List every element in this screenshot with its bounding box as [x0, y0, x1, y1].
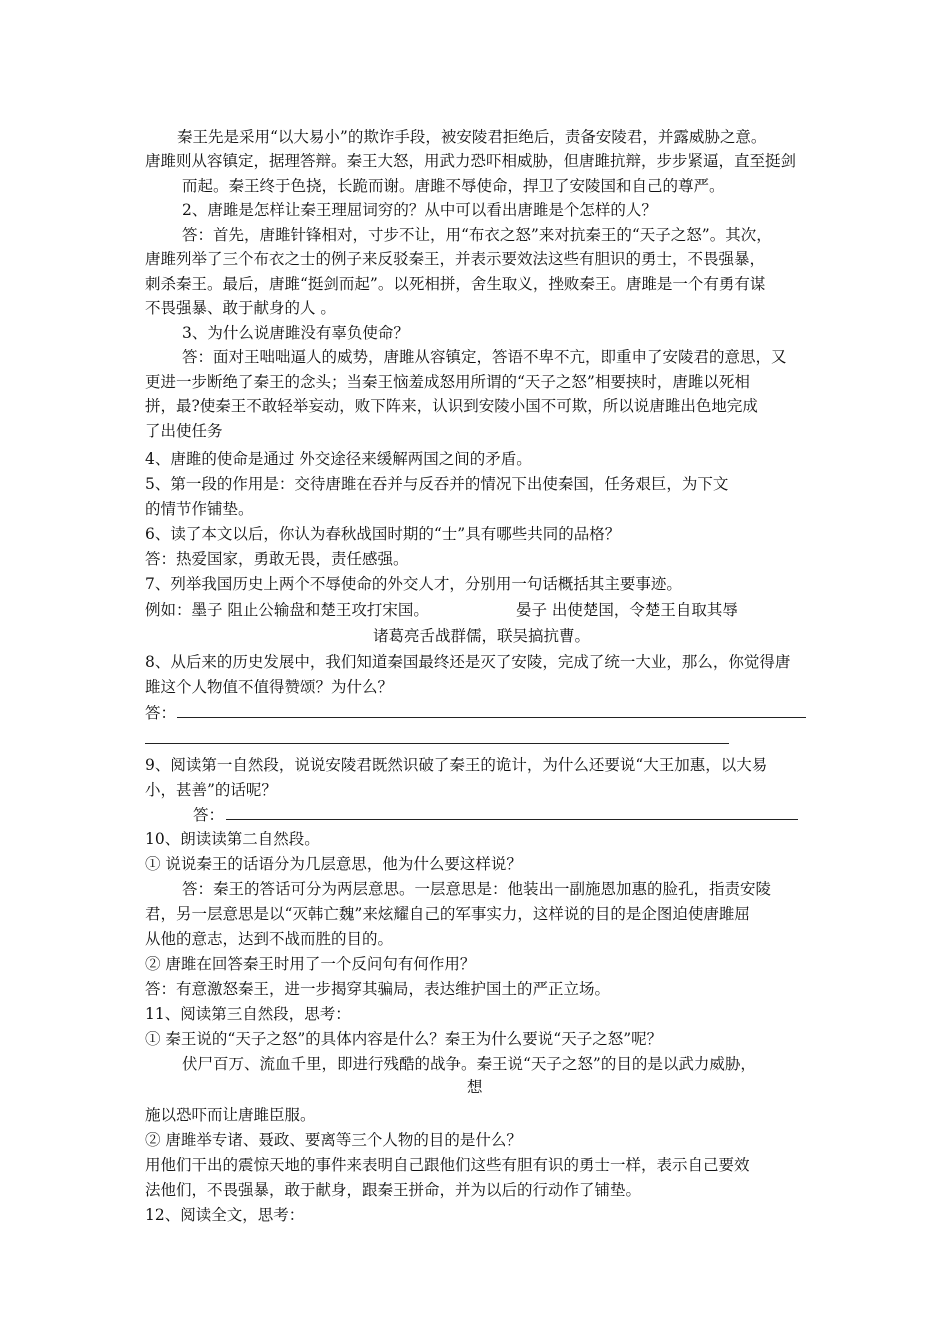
- answer-blank-line[interactable]: [226, 819, 798, 820]
- question-11: 11、阅读第三自然段，思考：: [145, 1005, 351, 1023]
- question-12: 12、阅读全文，思考：: [145, 1206, 305, 1224]
- sub-question: ② 唐雎在回答秦王时用了一个反问句有何作用？: [145, 955, 476, 973]
- question-9: 9、阅读第一自然段，说说安陵君既然识破了秦王的诡计，为什么还要说“大王加惠，以大易: [145, 756, 768, 774]
- sub-question: ② 唐雎举专诸、聂政、要离等三个人物的目的是什么？: [145, 1131, 522, 1149]
- answer-line: 答：面对王咄咄逼人的威势，唐雎从容镇定，答语不卑不亢，即重申了安陵君的意思，又: [182, 348, 787, 366]
- question-6: 6、读了本文以后，你认为春秋战国时期的“士”具有哪些共同的品格？: [145, 525, 621, 543]
- question-3: 3、为什么说唐雎没有辜负使命？: [182, 324, 409, 342]
- answer-blank-line[interactable]: [177, 717, 806, 718]
- text-line: 了出使任务: [145, 422, 223, 440]
- text-line: 从他的意志，达到不战而胜的目的。: [145, 930, 394, 948]
- example-line: 例如：墨子 阻止公输盘和楚王攻打宋国。: [145, 601, 429, 619]
- text-line: 秦王先是采用“以大易小”的欺诈手段，被安陵君拒绝后，责备安陵君，并露威胁之意。: [177, 128, 767, 146]
- example-line: 晏子 出使楚国，令楚王自取其辱: [516, 601, 738, 619]
- sub-question: ① 说说秦王的话语分为几层意思，他为什么要这样说？: [145, 855, 522, 873]
- text-line: 唐雎则从容镇定，据理答辩。秦王大怒，用武力恐吓相威胁，但唐雎抗辩，步步紧逼，直至挺剑: [145, 152, 797, 170]
- text-line: 君，另一层意思是以“灭韩亡魏”来炫耀自己的军事实力，这样说的目的是企图迫使唐雎屈: [145, 905, 750, 923]
- text-line: 唐雎列举了三个布衣之士的例子来反驳秦王，并表示要效法这些有胆识的勇士，不畏强暴，: [145, 250, 766, 268]
- question-10: 10、朗读读第二自然段。: [145, 830, 320, 848]
- answer-line: 答：秦王的答话可分为两层意思。一层意思是：他装出一副施恩加惠的脸孔，指责安陵: [182, 880, 772, 898]
- text-line: 拼，最?使秦王不敢轻举妄动，败下阵来，认识到安陵小国不可欺，所以说唐雎出色地完成: [145, 397, 758, 415]
- text-line: 想: [467, 1078, 483, 1096]
- example-line: 诸葛亮舌战群儒，联吴搞抗曹。: [373, 627, 591, 645]
- question-5: 5、第一段的作用是：交待唐雎在吞并与反吞并的情况下出使秦国，任务艰巨，为下文: [145, 475, 729, 493]
- text-line: 而起。秦王终于色挠，长跪而谢。唐雎不辱使命，捍卫了安陵国和自己的尊严。: [182, 177, 725, 195]
- answer-line: 答：首先，唐雎针锋相对，寸步不让，用“布衣之怒”来对抗秦王的“天子之怒”。其次，: [182, 226, 772, 244]
- question-4: 4、唐雎的使命是通过 外交途径来缓解两国之间的矛盾。: [145, 450, 532, 468]
- answer-line: 答：有意激怒秦王，进一步揭穿其骗局，表达维护国土的严正立场。: [145, 980, 611, 998]
- sub-question: ① 秦王说的“天子之怒”的具体内容是什么？秦王为什么要说“天子之怒”呢？: [145, 1030, 663, 1048]
- question-8: 8、从后来的历史发展中，我们知道秦国最终还是灭了安陵，完成了统一大业，那么，你觉得唐: [145, 653, 791, 671]
- question-2: 2、唐雎是怎样让秦王理屈词穷的？从中可以看出唐雎是个怎样的人？: [182, 201, 657, 219]
- text-line: 刺杀秦王。最后，唐雎“挺剑而起”。以死相拼，舍生取义，挫败秦王。唐雎是一个有勇有谋: [145, 275, 766, 293]
- question-7: 7、列举我国历史上两个不辱使命的外交人才，分别用一句话概括其主要事迹。: [145, 575, 682, 593]
- answer-line: 伏尸百万、流血千里，即进行残酷的战争。秦王说“天子之怒”的目的是以武力威胁，: [182, 1055, 756, 1073]
- answer-label: 答：: [193, 806, 225, 824]
- text-line: 施以恐吓而让唐雎臣服。: [145, 1106, 316, 1124]
- text-line: 的情节作铺垫。: [145, 500, 254, 518]
- answer-line: 用他们干出的震惊天地的事件来表明自己跟他们这些有胆有识的勇士一样，表示自己要效: [145, 1156, 750, 1174]
- answer-line: 答：热爱国家，勇敢无畏，责任感强。: [145, 550, 409, 568]
- text-line: 雎这个人物值不值得赞颂？为什么？: [145, 678, 394, 696]
- text-line: 不畏强暴、敢于献身的人 。: [145, 299, 336, 317]
- text-line: 小，甚善”的话呢？: [145, 781, 277, 799]
- text-line: 更进一步断绝了秦王的念头；当秦王恼羞成怒用所谓的“天子之怒”相要挟时，唐雎以死相: [145, 373, 750, 391]
- text-line: 法他们，不畏强暴，敢于献身，跟秦王拼命，并为以后的行动作了铺垫。: [145, 1181, 642, 1199]
- answer-label: 答：: [145, 704, 177, 722]
- answer-blank-line[interactable]: [145, 743, 729, 744]
